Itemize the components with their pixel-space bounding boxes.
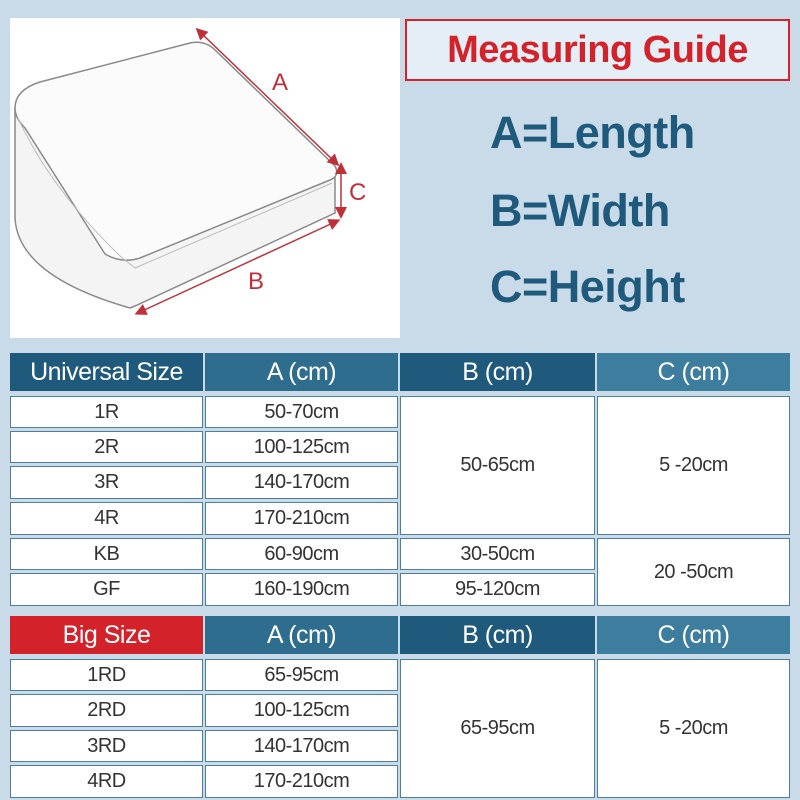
- measuring-guide-title: Measuring Guide: [405, 19, 790, 81]
- size-cell: 3RD: [10, 730, 203, 762]
- header-b: B (cm): [400, 353, 595, 391]
- a-value-cell: 65-95cm: [205, 659, 398, 691]
- dimension-c-label: C: [349, 179, 367, 206]
- size-cell: 4R: [10, 502, 203, 535]
- size-cell: 1R: [10, 396, 203, 428]
- header-a: A (cm): [205, 353, 398, 391]
- dimension-a-label: A: [272, 69, 289, 96]
- b-value-cell: 30-50cm: [400, 538, 595, 570]
- b-value-cell: 65-95cm: [400, 659, 595, 798]
- a-value-cell: 140-170cm: [205, 730, 398, 762]
- size-cell: 4RD: [10, 765, 203, 798]
- a-value-cell: 60-90cm: [205, 538, 398, 570]
- cushion-diagram: [10, 18, 400, 338]
- a-value-cell: 170-210cm: [205, 765, 398, 798]
- size-cell: 3R: [10, 466, 203, 499]
- header-c: C (cm): [597, 616, 790, 654]
- legend-width: B=Width: [490, 185, 670, 236]
- size-cell: 2RD: [10, 694, 203, 727]
- size-cell: GF: [10, 573, 203, 606]
- header-b: B (cm): [400, 616, 595, 654]
- a-value-cell: 100-125cm: [205, 694, 398, 727]
- legend-height: C=Height: [490, 261, 685, 312]
- size-cell: 1RD: [10, 659, 203, 691]
- legend-length: A=Length: [490, 107, 695, 158]
- size-cell: 2R: [10, 431, 203, 463]
- cushion-illustration: [10, 18, 400, 338]
- b-value-cell: 50-65cm: [400, 396, 595, 535]
- a-value-cell: 50-70cm: [205, 396, 398, 428]
- a-value-cell: 100-125cm: [205, 431, 398, 463]
- a-value-cell: 170-210cm: [205, 502, 398, 535]
- dimension-b-label: B: [248, 268, 265, 295]
- c-value-cell: 5 -20cm: [597, 659, 790, 798]
- header-big-size: Big Size: [10, 616, 203, 654]
- a-value-cell: 140-170cm: [205, 466, 398, 499]
- c-value-cell: 5 -20cm: [597, 396, 790, 535]
- c-value-cell: 20 -50cm: [597, 538, 790, 606]
- header-a: A (cm): [205, 616, 398, 654]
- a-value-cell: 160-190cm: [205, 573, 398, 606]
- size-cell: KB: [10, 538, 203, 570]
- b-value-cell: 95-120cm: [400, 573, 595, 606]
- header-c: C (cm): [597, 353, 790, 391]
- header-universal-size: Universal Size: [10, 353, 203, 391]
